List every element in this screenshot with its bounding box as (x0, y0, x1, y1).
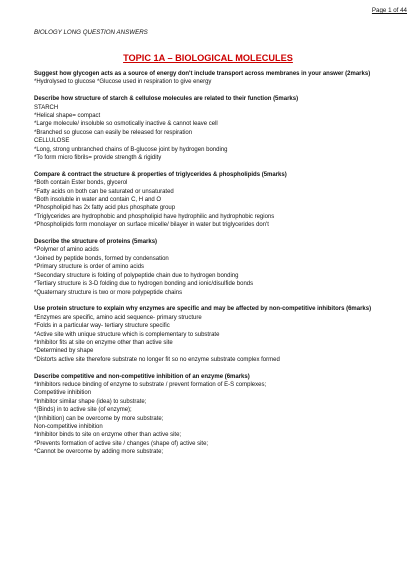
answer-line: Non-competitive inhibition (34, 423, 103, 430)
question-heading: Describe how structure of starch & cellulose molecules are related to their function (5marks) (34, 96, 299, 103)
answer-line: *Inhibitor binds to site on enzyme other than active site; (34, 432, 182, 439)
answer-line: *Both contain Ester bonds, glycerol (34, 180, 128, 187)
answer-line: *Hydrolysed to glucose *Glucose used in respiration to give energy (34, 79, 212, 86)
answer-line: *Quaternary structure is two or more polypeptide chains (34, 289, 183, 296)
qa-section (34, 95, 384, 162)
answer-line: *Secondary structure is folding of polypeptide chain due to hydrogen bonding (34, 272, 239, 279)
document-body (34, 70, 384, 465)
answer-line: *Tertiary structure is 3-D folding due to hydrogen bonding and ionic/disulfide bonds (34, 281, 254, 288)
page-number: Page 1 of 44 (371, 7, 407, 14)
answer-line: *Folds in a particular way- tertiary structure specific (34, 323, 170, 330)
answer-line: *Phospholipids form monolayer on surface micelle/ bilayer in water but triglycerides don't (34, 222, 269, 229)
answer-line: *Determined by shape (34, 348, 94, 355)
question-heading: Compare & contract the structure & properties of triglycerides & phospholipids (5marks) (34, 171, 287, 178)
question-heading: Describe competitive and non-competitive inhibition of an enzyme (6marks) (34, 373, 250, 380)
answer-line: *Polymer of amino acids (34, 247, 99, 254)
answer-line: *Joined by peptide bonds, formed by condensation (34, 255, 169, 262)
answer-line: *To form micro fibrils= provide strength & rigidity (34, 155, 162, 162)
answer-line: *Phospholipid has 2x fatty acid plus phosphate group (34, 205, 176, 212)
answer-line: *Large molecule/ insoluble so osmotically inactive & cannot leave cell (34, 121, 218, 128)
answer-line: *Triglycerides are hydrophobic and phospholipid have hydrophilic and hydrophobic regions (34, 213, 275, 220)
answer-line: *Prevents formation of active site / changes (shape of) active site; (34, 440, 209, 447)
answer-line: *Helical shape= compact (34, 113, 101, 120)
answer-line: STARCH (34, 104, 59, 111)
answer-line: *Distorts active site therefore substrate no longer fit so no enzyme substrate complex formed (34, 356, 280, 363)
qa-section (34, 171, 384, 230)
answer-line: *(Inhibition) can be overcome by more substrate; (34, 415, 164, 422)
question-heading: Use protein structure to explain why enzymes are specific and may be affected by non-competitive inhibitors (6marks) (34, 306, 372, 313)
answer-line: Competitive inhibition (34, 390, 92, 397)
answer-line: *Inhibitor fits at site on enzyme other than active site (34, 339, 173, 346)
answer-line: *Both insoluble in water and contain C, H and O (34, 197, 162, 204)
answer-line: *Long, strong unbranched chains of B-glucose joint by hydrogen bonding (34, 146, 228, 153)
answer-line: *Primary structure is order of amino acids (34, 264, 145, 271)
topic-title: TOPIC 1A – BIOLOGICAL MOLECULES (123, 53, 293, 63)
answer-line: *Inhibitor similar shape (idea) to substrate; (34, 398, 147, 405)
qa-section (34, 238, 384, 297)
document-header: BIOLOGY LONG QUESTION ANSWERS (34, 29, 148, 36)
answer-line: CELLULOSE (34, 138, 70, 145)
question-heading: Suggest how glycogen acts as a source of energy don't include transport across membranes in your answer (2marks) (34, 71, 371, 77)
answer-line: *Fatty acids on both can be saturated or unsaturated (34, 188, 174, 195)
answer-line: *Active site with unique structure which is complementary to substrate (34, 331, 220, 338)
qa-section (34, 305, 384, 364)
answer-line: *Branched so glucose can easily be released for respiration (34, 129, 193, 136)
qa-section (34, 373, 384, 457)
answer-line: *Inhibitors reduce binding of enzyme to substrate / prevent formation of E-S complexes; (34, 381, 267, 388)
answer-line: *Enzymes are specific, amino acid sequence- primary structure (34, 314, 202, 321)
answer-line: *Cannot be overcome by adding more substrate; (34, 449, 164, 456)
answer-line: *(Binds) in to active site (of enzyme); (34, 407, 132, 414)
qa-section (34, 70, 384, 87)
question-heading: Describe the structure of proteins (5marks) (34, 239, 158, 246)
